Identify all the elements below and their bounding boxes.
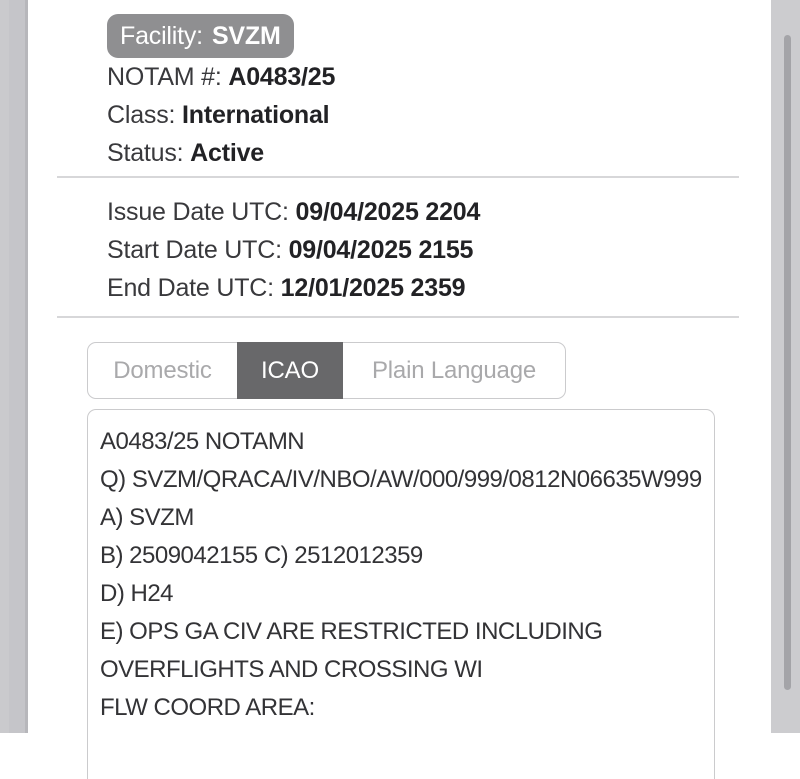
notam-number-line xyxy=(107,58,771,96)
notam-text-line: A) SVZM xyxy=(100,504,194,531)
status-value: Active xyxy=(190,139,265,167)
notam-text-line: Q) SVZM/QRACA/IV/NBO/AW/000/999/0812N06635W999 xyxy=(100,466,702,493)
start-date-value: 09/04/2025 2155 xyxy=(288,236,474,264)
notam-text-line: FLW COORD AREA: xyxy=(100,694,315,721)
tab-domestic[interactable]: Domestic xyxy=(113,356,212,384)
end-date-label: End Date UTC: xyxy=(107,274,274,302)
divider xyxy=(57,176,739,178)
facility-label: Facility: xyxy=(120,21,203,50)
notam-text-line: E) OPS GA CIV ARE RESTRICTED INCLUDING xyxy=(100,618,603,645)
issue-date-label: Issue Date UTC: xyxy=(107,198,289,226)
issue-date-line xyxy=(107,193,771,231)
scrollbar-track[interactable] xyxy=(771,0,800,733)
end-date-value: 12/01/2025 2359 xyxy=(280,274,466,302)
facility-value: SVZM xyxy=(211,21,281,50)
start-date-label: Start Date UTC: xyxy=(107,236,282,264)
notam-dates xyxy=(107,193,771,307)
notam-text-line: D) H24 xyxy=(100,580,174,607)
notam-text-line: A0483/25 NOTAMN xyxy=(100,428,305,455)
notam-number-label: NOTAM #: xyxy=(107,63,222,91)
divider xyxy=(57,316,739,318)
tab-plain-language[interactable]: Plain Language xyxy=(371,356,537,384)
notam-text-line: OVERFLIGHTS AND CROSSING WI xyxy=(100,656,483,683)
status-label: Status: xyxy=(107,139,184,167)
class-value: International xyxy=(182,101,330,129)
class-label: Class: xyxy=(107,101,176,129)
end-date-line xyxy=(107,269,771,307)
notam-detail-panel xyxy=(28,0,771,733)
format-tab-bar xyxy=(87,342,566,399)
notam-summary-fields xyxy=(107,58,771,172)
left-letterbox-strip xyxy=(0,0,28,733)
class-line xyxy=(107,96,771,134)
status-line xyxy=(107,134,771,172)
tab-icao[interactable]: ICAO xyxy=(237,342,343,399)
scrollbar-thumb[interactable] xyxy=(784,35,791,690)
start-date-line xyxy=(107,231,771,269)
facility-badge xyxy=(107,14,294,58)
notam-text-line: B) 2509042155 C) 2512012359 xyxy=(100,542,423,569)
icao-notam-text-box xyxy=(87,409,715,779)
notam-number-value: A0483/25 xyxy=(228,63,336,91)
issue-date-value: 09/04/2025 2204 xyxy=(295,198,481,226)
